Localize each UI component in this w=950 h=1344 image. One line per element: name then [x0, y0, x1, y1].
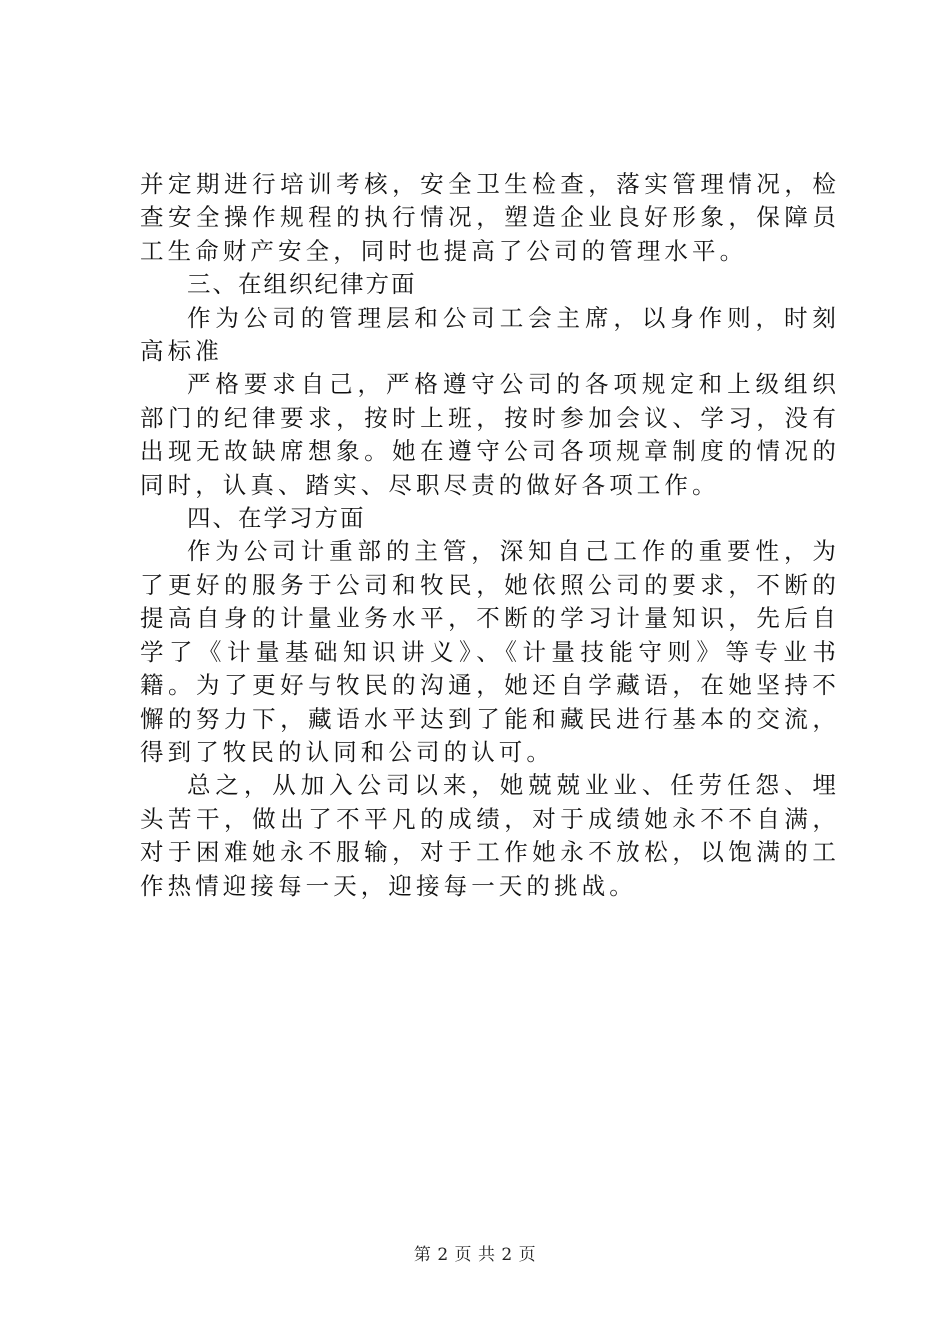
paragraph-learning: 作为公司计重部的主管，深知自己工作的重要性，为了更好的服务于公司和牧民，她依照公司的要求，不断的提高自身的计量业务水平，不断的学习计量知识，先后自学了《计量基础知识讲义》、《计量技能守则》等专业书籍。为了更好与牧民的沟通，她还自学藏语，在她坚持不懈的努力下，藏语水平达到了能和藏民进行基本的交流，得到了牧民的认同和公司的认可。: [140, 537, 840, 766]
section-heading-learning: 四、在学习方面: [187, 504, 366, 533]
document-body: [140, 168, 840, 903]
paragraph-safety-management: 并定期进行培训考核，安全卫生检查，落实管理情况，检查安全操作规程的执行情况，塑造企业良好形象，保障员工生命财产安全，同时也提高了公司的管理水平。: [140, 170, 840, 265]
paragraph-discipline: 严格要求自己，严格遵守公司的各项规定和上级组织部门的纪律要求，按时上班，按时参加会议、学习，没有出现无故缺席想象。她在遵守公司各项规章制度的情况的同时，认真、踏实、尽职尽责的做好各项工作。: [140, 370, 840, 499]
section-heading-discipline: 三、在组织纪律方面: [187, 270, 417, 299]
paragraph-leadership: 作为公司的管理层和公司工会主席，以身作则，时刻高标准: [140, 303, 840, 366]
paragraph-conclusion: 总之，从加入公司以来，她兢兢业业、任劳任怨、埋头苦干，做出了不平凡的成绩，对于成绩她永不不自满，对于困难她永不服输，对于工作她永不放松，以饱满的工作热情迎接每一天，迎接每一天的挑战。: [140, 771, 840, 900]
page-number-footer: 第 2 页 共 2 页: [413, 1245, 537, 1265]
